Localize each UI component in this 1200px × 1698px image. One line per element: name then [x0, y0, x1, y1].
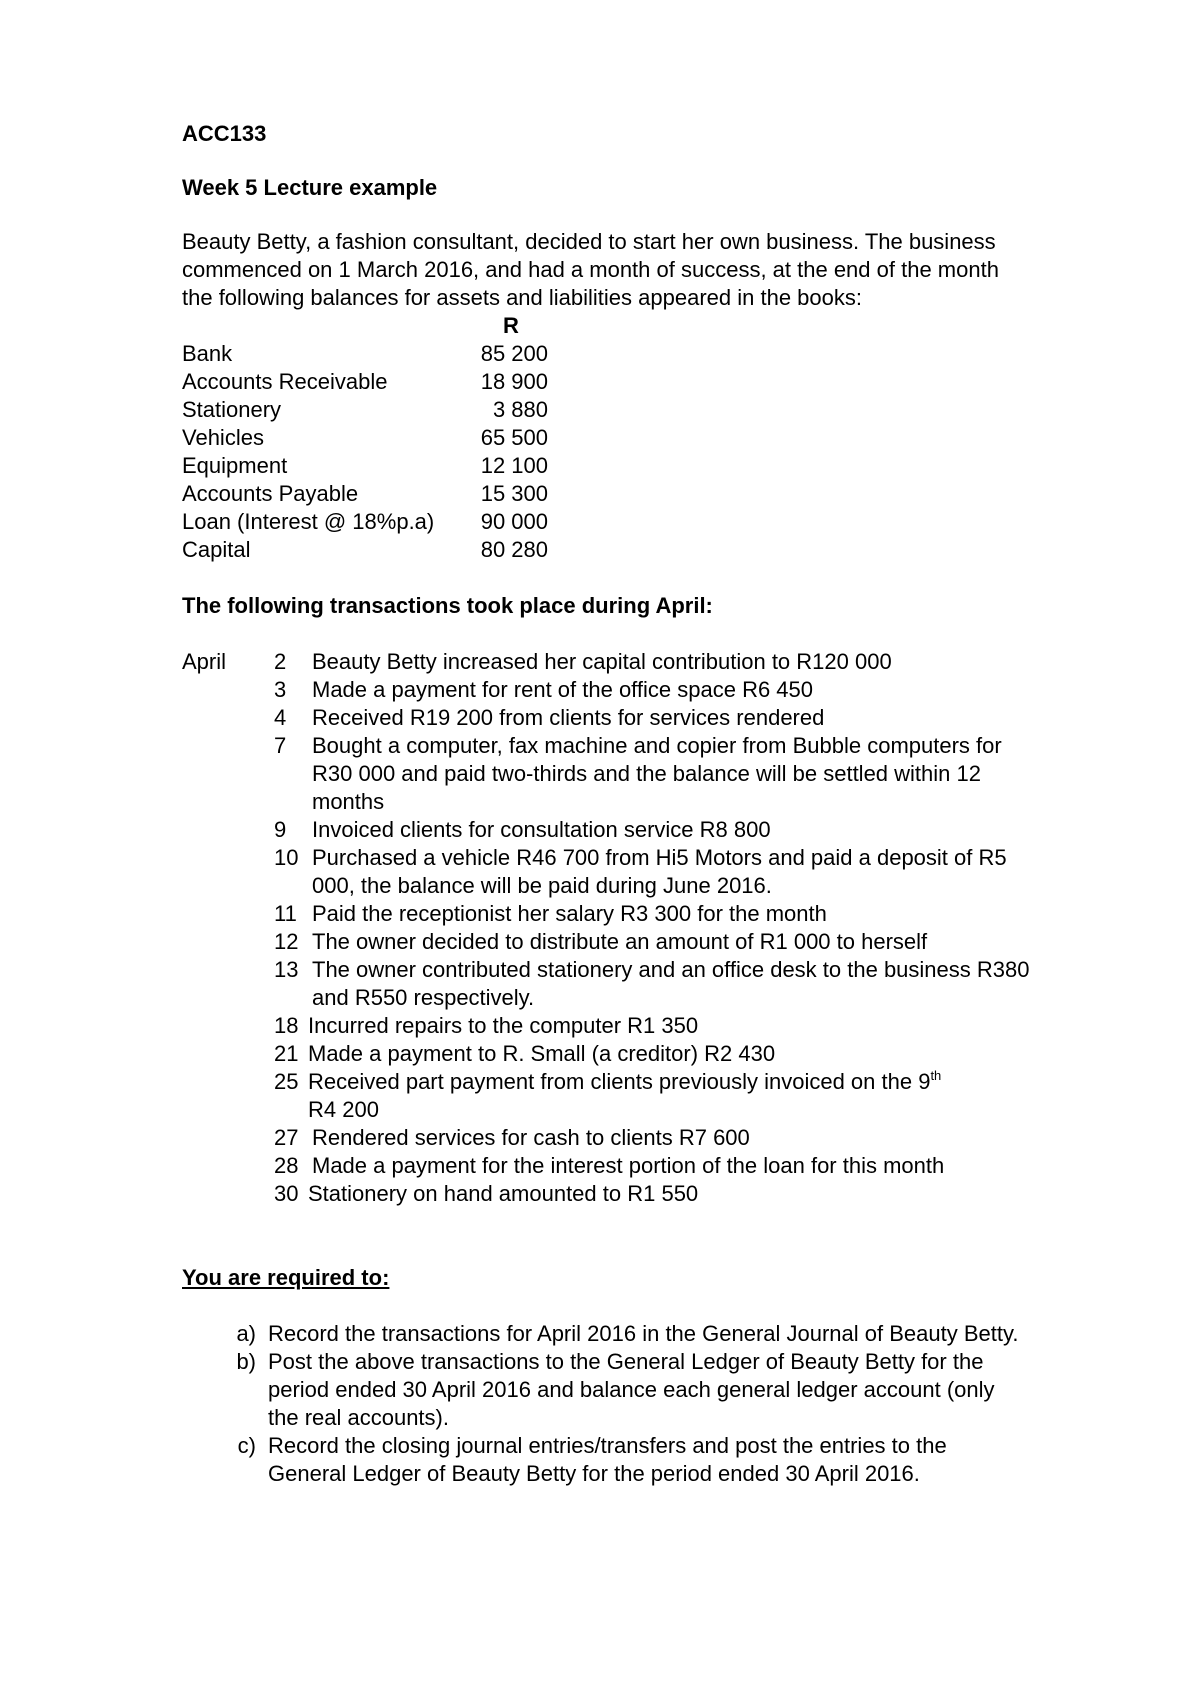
balance-amount: 18 900 [480, 369, 548, 394]
transaction-text: The owner contributed stationery and an office desk to the business R380 and R550 respectively. [312, 957, 1030, 1010]
document-title: Week 5 Lecture example [182, 175, 438, 200]
transaction-text: Paid the receptionist her salary R3 300 for the month [312, 901, 827, 926]
transaction-row [182, 1124, 1032, 1152]
transaction-text: Bought a computer, fax machine and copier from Bubble computers for R30 000 and paid two-thirds and the balance will be settled within 12 months [312, 733, 1002, 814]
balance-amount: 90 000 [480, 509, 548, 534]
tasks-list [182, 1320, 1028, 1488]
transaction-day: 11 [274, 901, 297, 926]
transaction-day: 4 [274, 705, 287, 730]
balances-header-row [182, 312, 548, 340]
transaction-text: The owner decided to distribute an amount of R1 000 to herself [312, 929, 928, 954]
transaction-row [182, 844, 1032, 900]
transaction-row [182, 956, 1032, 1012]
balance-amount: 3 880 [492, 397, 548, 422]
task-text: Record the transactions for April 2016 in the General Journal of Beauty Betty. [268, 1321, 1019, 1346]
transaction-text: Incurred repairs to the computer R1 350 [308, 1013, 699, 1038]
transaction-day: 27 [274, 1125, 299, 1150]
course-code: ACC133 [182, 121, 267, 146]
transaction-row [182, 1012, 1032, 1040]
transaction-row [182, 1068, 1032, 1124]
balance-amount: 12 100 [480, 453, 548, 478]
task-item [182, 1320, 1028, 1348]
transaction-text: Made a payment to R. Small (a creditor) R2 430 [308, 1041, 776, 1066]
transaction-text: Stationery on hand amounted to R1 550 [308, 1181, 699, 1206]
transaction-row [182, 900, 1032, 928]
balance-amount: 15 300 [480, 481, 548, 506]
task-letter: a) [236, 1321, 256, 1346]
balance-row [182, 424, 548, 452]
transaction-row [182, 816, 1032, 844]
transaction-row [182, 928, 1032, 956]
transaction-day: 21 [274, 1041, 299, 1066]
transaction-day: 10 [274, 845, 299, 870]
transaction-text: Received R19 200 from clients for services rendered [312, 705, 825, 730]
transaction-text: Beauty Betty increased her capital contribution to R120 000 [312, 649, 892, 674]
transaction-text [308, 1068, 1032, 1124]
transaction-row [182, 648, 1032, 676]
transaction-row [182, 676, 1032, 704]
task-letter: b) [236, 1349, 256, 1374]
currency-header: R [503, 313, 519, 338]
balance-row [182, 340, 548, 368]
transaction-text: Made a payment for the interest portion of the loan for this month [312, 1153, 945, 1178]
transaction-day: 28 [274, 1153, 299, 1178]
transaction-row [182, 1040, 1032, 1068]
balance-row [182, 396, 548, 424]
document-page [182, 120, 1042, 1488]
ordinal-superscript: th [930, 1068, 942, 1083]
balance-amount: 65 500 [480, 425, 548, 450]
transaction-day: 25 [274, 1069, 299, 1094]
transaction-text-main: Received part payment from clients previously invoiced on the 9 [308, 1069, 931, 1094]
transaction-row [182, 704, 1032, 732]
transaction-row [182, 732, 1032, 816]
transaction-text: Rendered services for cash to clients R7 600 [312, 1125, 750, 1150]
transaction-text: Invoiced clients for consultation service R8 800 [312, 817, 771, 842]
transaction-day: 13 [274, 957, 299, 982]
balance-amount: 80 280 [480, 537, 548, 562]
balance-row [182, 368, 548, 396]
transaction-text-continued: R4 200 [308, 1097, 379, 1122]
transactions-table [182, 648, 1032, 1208]
task-item [182, 1432, 1028, 1488]
balances-table [182, 312, 548, 564]
task-letter: c) [237, 1433, 256, 1458]
month-label: April [182, 649, 227, 674]
required-heading: You are required to: [182, 1265, 390, 1290]
transaction-day: 18 [274, 1013, 299, 1038]
task-text: Post the above transactions to the General Ledger of Beauty Betty for the period ended 30 April 2016 and balance each general ledger account (only the real accounts). [268, 1349, 995, 1430]
transaction-day: 3 [274, 677, 287, 702]
intro-paragraph: Beauty Betty, a fashion consultant, decided to start her own business. The business commenced on 1 March 2016, and had a month of success, at the end of the month the following balances for assets and liabilities appeared in the books: [182, 229, 999, 310]
balance-row [182, 480, 548, 508]
transaction-text: Made a payment for rent of the office space R6 450 [312, 677, 814, 702]
transaction-day: 12 [274, 929, 299, 954]
balance-label: Equipment [182, 453, 288, 478]
balance-label: Stationery [182, 397, 282, 422]
balance-row [182, 452, 548, 480]
transaction-text: Purchased a vehicle R46 700 from Hi5 Motors and paid a deposit of R5 000, the balance will be paid during June 2016. [312, 845, 1007, 898]
transaction-row [182, 1152, 1032, 1180]
balance-amount: 85 200 [480, 341, 548, 366]
balance-row [182, 508, 548, 536]
transaction-day: 9 [274, 817, 287, 842]
balance-row [182, 536, 548, 564]
task-text: Record the closing journal entries/transfers and post the entries to the General Ledger of Beauty Betty for the period ended 30 April 2016. [268, 1433, 947, 1486]
task-item [182, 1348, 1028, 1432]
balance-label: Accounts Receivable [182, 369, 388, 394]
transaction-day: 2 [274, 649, 287, 674]
balance-label: Capital [182, 537, 251, 562]
balance-label: Vehicles [182, 425, 264, 450]
balance-label: Accounts Payable [182, 481, 359, 506]
transactions-heading: The following transactions took place during April: [182, 593, 713, 618]
balance-label: Loan (Interest @ 18%p.a) [182, 509, 435, 534]
transaction-day: 7 [274, 733, 287, 758]
transaction-row [182, 1180, 1032, 1208]
transaction-day: 30 [274, 1181, 299, 1206]
balance-label: Bank [182, 341, 233, 366]
